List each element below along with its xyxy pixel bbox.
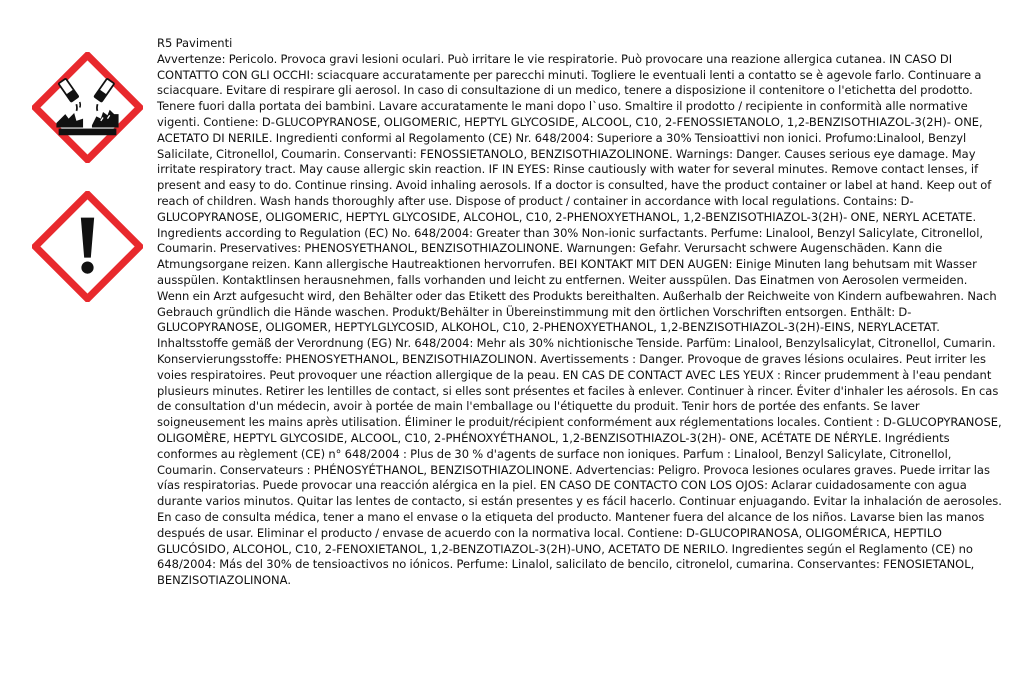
product-title: R5 Pavimenti [157,36,233,50]
ghs-corrosion-icon [32,52,143,163]
safety-label-text-block [157,36,1002,589]
ghs-exclamation-mark-icon [32,191,143,302]
hazard-statements-text: Avvertenze: Pericolo. Provoca gravi lesioni oculari. Può irritare le vie respiratorie. Può provocare una reazione allergica cutanea. IN CASO DI CONTATTO CON GLI OCCHI: sciacquare accuratamente per parecchi minuti. Togliere le eventuali lenti a contatto se è agevole farlo. Continuare a sciacquare. Evitare di respirare gli aerosol. In caso di consultazione di un medico, tenere a disposizione il contenitore o l'etichetta del prodotto. Tenere fuori dalla portata dei bambini. Lavare accuratamente le mani dopo l`uso. Smaltire il prodotto / recipiente in conformità alle normative vigenti. Contiene: D-GLUCOPYRANOSE, OLIGOMERIC, HEPTYL GLYCOSIDE, ALCOOL, C10, 2-FENOSSIETANOLO, 1,2-BENZISOTHIAZOL-3(2H)- ONE, ACETATO DI NERILE. Ingredienti conformi al Regolamento (CE) Nr. 648/2004: Superiore a 30% Tensioattivi non ionici. Profumo:Linalool, Benzyl Salicilate, Citronellol, Coumarin. Conservanti: FENOSSIETANOLO, BENZISOTHIAZOLINONE. Warnings: Danger. Causes serious eye damage. May irritate respiratory tract. May cause allergic skin reaction. IF IN EYES: Rinse cautiously with water for several minutes. Remove contact lenses, if present and easy to do. Continue rinsing. Avoid inhaling aerosols. If a doctor is consulted, have the product container or label at hand. Keep out of reach of children. Wash hands thoroughly after use. Dispose of product / container in accordance with local regulations. Contains: D-GLUCOPYRANOSE, OLIGOMERIC, HEPTYL GLYCOSIDE, ALCOHOL, C10, 2-PHENOXYETHANOL, 1,2-BENZISOTHIAZOL-3(2H)- ONE, NERYL ACETATE. Ingredients according to Regulation (EC) No. 648/2004: Greater than 30% Non-ionic surfactants. Perfume: Linalool, Benzyl Salicylate, Citronellol, Coumarin. Preservatives: PHENOSYETHANOL, BENZISOTHIAZOLINONE. Warnungen: Gefahr. Verursacht schwere Augenschäden. Kann die Atmungsorgane reizen. Kann allergische Hautreaktionen hervorrufen. BEI KONTAKT MIT DEN AUGEN: Einige Minuten lang behutsam mit Wasser ausspülen. Kontaktlinsen herausnehmen, falls vorhanden und leicht zu entfernen. Weiter ausspülen. Das Einatmen von Aerosolen vermeiden. Wenn ein Arzt aufgesucht wird, den Behälter oder das Etikett des Produkts bereithalten. Außerhalb der Reichweite von Kindern aufbewahren. Nach Gebrauch gründlich die Hände waschen. Produkt/Behälter in Übereinstimmung mit den örtlichen Vorschriften entsorgen. Enthält: D-GLUCOPYRANOSE, OLIGOMER, HEPTYLGLYCOSID, ALKOHOL, C10, 2-PHENOXYETHANOL, 1,2-BENZISOTHIAZOL-3(2H)-EINS, NERYLACETAT. Inhaltsstoffe gemäß der Verordnung (EG) Nr. 648/2004: Mehr als 30% nichtionische Tenside. Parfüm: Linalool, Benzylsalicylat, Citronellol, Cumarin. Konservierungsstoffe: PHENOSYETHANOL, BENZISOTHIAZOLINON. Avertissements : Danger. Provoque de graves lésions oculaires. Peut irriter les voies respiratoires. Peut provoquer une réaction allergique de la peau. EN CAS DE CONTACT AVEC LES YEUX : Rincer prudemment à l'eau pendant plusieurs minutes. Retirer les lentilles de contact, si elles sont présentes et faciles à enlever. Continuer à rincer. Éviter d'inhaler les aérosols. En cas de consultation d'un médecin, avoir à portée de main l'emballage ou l'étiquette du produit. Tenir hors de portée des enfants. Se laver soigneusement les mains après utilisation. Éliminer le produit/récipient conformément aux réglementations locales. Contient : D-GLUCOPYRANOSE, OLIGOMÈRE, HEPTYL GLYCOSIDE, ALCOOL, C10, 2-PHÉNOXYÉTHANOL, 1,2-BENZISOTHIAZOL-3(2H)- ONE, ACÉTATE DE NÉRYLE. Ingrédients conformes au règlement (CE) n° 648/2004 : Plus de 30 % d'agents de surface non ioniques. Parfum : Linalool, Benzyl Salicylate, Citronellol, Coumarin. Conservateurs : PHÉNOSYÉTHANOL, BENZISOTHIAZOLINONE. Advertencias: Peligro. Provoca lesiones oculares graves. Puede irritar las vías respiratorias. Puede provocar una reacción alérgica en la piel. EN CASO DE CONTACTO CON LOS OJOS: Aclarar cuidadosamente con agua durante varios minutos. Quitar las lentes de contacto, si están presentes y es fácil hacerlo. Continuar enjuagando. Evitar la inhalación de aerosoles. En caso de consulta médica, tener a mano el envase o la etiqueta del producto. Mantener fuera del alcance de los niños. Lavarse bien las manos después de usar. Eliminar el producto / envase de acuerdo con la normativa local. Contiene: D-GLUCOPIRANOSA, OLIGOMÉRICA, HEPTILO GLUCÓSIDO, ALCOHOL, C10, 2-FENOXIETANOL, 1,2-BENZOTIAZOL-3(2H)-UNO, ACETATO DE NERILO. Ingredientes según el Reglamento (CE) no 648/2004: Más del 30% de tensioactivos no iónicos. Perfume: Linalol, salicilato de bencilo, citronelol, cumarina. Conservantes: FENOSIETANOL, BENZISOTIAZOLINONA. [157,51,1002,588]
